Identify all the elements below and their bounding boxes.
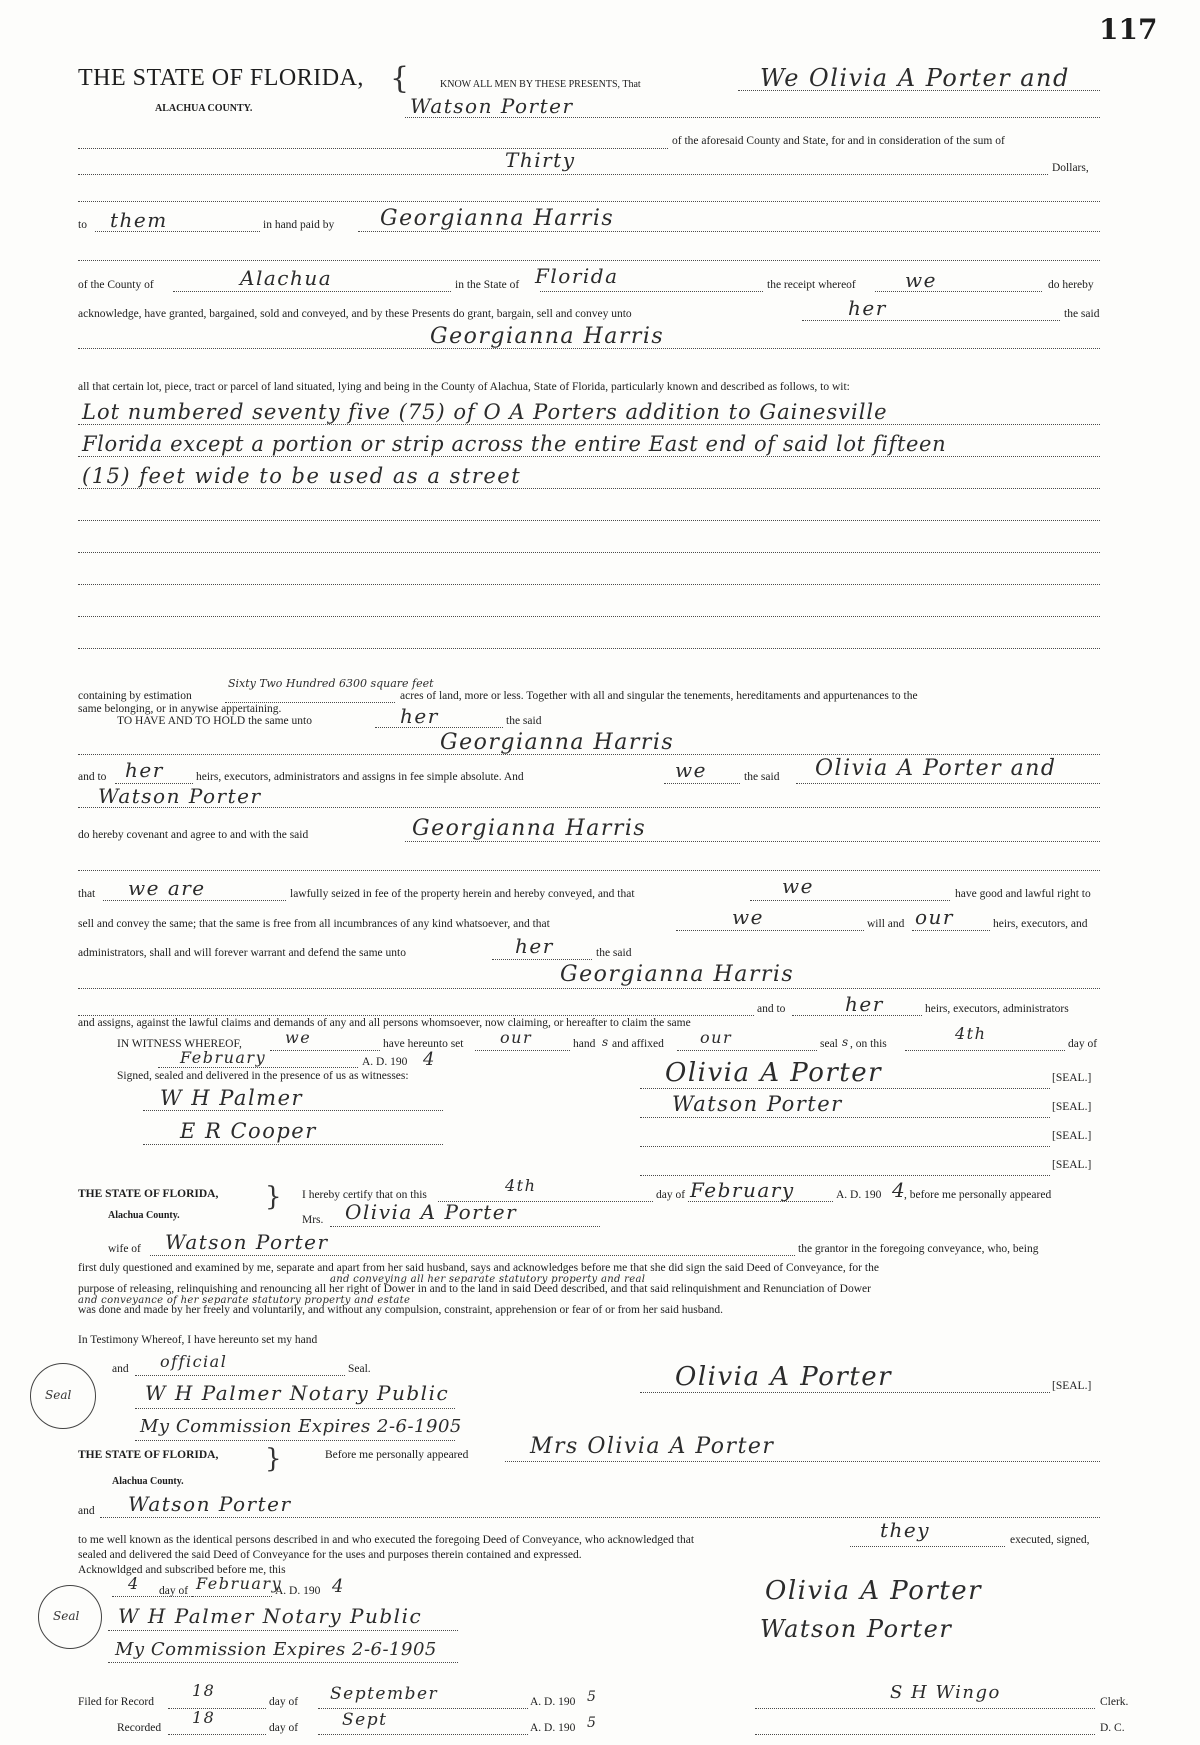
to-have-handwriting: her <box>400 704 439 728</box>
covenant-handwriting: Georgianna Harris <box>412 816 647 841</box>
fill-line <box>318 1734 528 1735</box>
ack1-month-handwriting: February <box>690 1178 795 1202</box>
and-label: and <box>112 1363 129 1375</box>
acknowledge-text: acknowledge, have granted, bargained, sold and conveyed, and by these Presents do grant, bargain, sell and convey unto <box>78 308 632 320</box>
fill-line <box>802 320 1060 321</box>
ack2-ad: A. D. 190 <box>275 1585 321 1597</box>
grantors-handwriting: We Olivia A Porter and <box>760 64 1070 92</box>
description-line-2: Florida except a portion or strip across the entire East end of said lot fifteen <box>82 432 947 456</box>
grantee-handwriting: Georgianna Harris <box>440 730 675 755</box>
seal-2: [SEAL.] <box>1052 1101 1092 1113</box>
commission-handwriting: My Commission Expires 2-6-1905 <box>140 1416 462 1437</box>
ack1-seal: [SEAL.] <box>1052 1380 1092 1392</box>
area-handwriting: Sixty Two Hundred 6300 square feet <box>228 677 434 690</box>
signature-2: Watson Porter <box>672 1092 843 1116</box>
fill-line <box>78 488 1100 489</box>
the-said-label: the said <box>596 947 632 959</box>
ad-label: A. D. 190 <box>362 1056 408 1068</box>
heirs-exec-text: heirs, executors, administrators <box>925 1003 1069 1015</box>
certify-text: I hereby certify that on this <box>302 1189 427 1201</box>
will-handwriting: our <box>915 905 954 929</box>
seal-handwriting: s <box>842 1035 850 1049</box>
grantee-handwriting: Georgianna Harris <box>380 206 615 231</box>
seal-1: [SEAL.] <box>1052 1072 1092 1084</box>
grantee-handwriting: Georgianna Harris <box>430 324 665 349</box>
clerk-label: Clerk. <box>1100 1696 1129 1708</box>
fill-line <box>78 988 1100 989</box>
filed-month-handwriting: September <box>330 1684 439 1704</box>
assigns-text: and assigns, against the lawful claims and demands of any and all persons whomsoever, now claiming, or hereafter to claim the same <box>78 1017 691 1029</box>
lawfully-text: lawfully seized in fee of the property herein and hereby conveyed, and that <box>290 888 635 900</box>
set-handwriting: our <box>500 1028 533 1047</box>
ack1-signature: Olivia A Porter <box>675 1362 893 1392</box>
ack1-day-of: day of <box>656 1189 686 1201</box>
the-said-label: the said <box>506 715 542 727</box>
that-handwriting: we are <box>128 876 206 900</box>
fill-line <box>78 148 668 149</box>
belonging-text: same belonging, or in anywise appertaining. <box>78 703 282 715</box>
witness2-signature: E R Cooper <box>180 1119 317 1143</box>
ack2-signature-2: Watson Porter <box>760 1615 953 1643</box>
fill-line <box>150 1255 795 1256</box>
subscribed-text: Acknowldged and subscribed before me, this <box>78 1564 286 1576</box>
seal-4: [SEAL.] <box>1052 1159 1092 1171</box>
hand-handwriting: s <box>602 1035 610 1049</box>
fill-line <box>755 1734 1095 1735</box>
day-of-label: day of <box>1068 1038 1098 1050</box>
fill-line <box>78 201 1100 202</box>
recorded-day-handwriting: 18 <box>192 1708 216 1727</box>
acres-text: acres of land, more or less. Together with all and singular the tenements, hereditaments and appurtenances to the <box>400 690 918 702</box>
ack1-line-3: was done and made by her freely and voluntarily, and without any compulsion, constraint, apprehension or fear of or from her said husband. <box>78 1304 723 1316</box>
fill-line <box>750 900 950 901</box>
fill-line <box>640 1392 1050 1393</box>
clerk-signature: S H Wingo <box>890 1682 1001 1703</box>
unto-handwriting: her <box>848 296 887 320</box>
fill-line <box>143 1144 443 1145</box>
ack2-day-of: day of <box>159 1585 189 1597</box>
dc-label: D. C. <box>1100 1722 1125 1734</box>
ack2-day-handwriting: 4 <box>128 1574 140 1593</box>
filed-year-handwriting: 5 <box>587 1689 598 1705</box>
recorded-month-handwriting: Sept <box>342 1710 388 1730</box>
official-handwriting: official <box>160 1352 228 1371</box>
receipt-handwriting: we <box>905 268 937 292</box>
husband-handwriting: Watson Porter <box>165 1230 329 1254</box>
and-to-handwriting: her <box>125 758 164 782</box>
dollars-label: Dollars, <box>1052 162 1089 174</box>
fill-line <box>173 291 451 292</box>
month-handwriting: February <box>180 1048 267 1067</box>
fill-line <box>875 291 1042 292</box>
mrs-handwriting: Olivia A Porter <box>345 1200 518 1224</box>
sell-text: sell and convey the same; that the same is free from all incumbrances of any kind whatsoever, and that <box>78 918 550 930</box>
and-to-handwriting: her <box>845 992 884 1016</box>
fill-line <box>192 1596 272 1597</box>
fill-line <box>135 1440 455 1441</box>
fill-line <box>78 260 1100 261</box>
affixed-handwriting: our <box>700 1028 733 1047</box>
fill-line <box>755 1708 1095 1709</box>
witness1-signature: W H Palmer <box>160 1086 304 1110</box>
fill-line <box>100 1517 1100 1518</box>
heirs-executors-text: heirs, executors, and <box>993 918 1088 930</box>
ack1-line-1: first duly questioned and examined by me, separate and apart from her said husband, says and acknowledges before me that she did sign the said Deed of Conveyance, for the <box>78 1262 879 1274</box>
wife-of-label: wife of <box>108 1243 141 1255</box>
grantors-handwriting: Watson Porter <box>410 94 574 118</box>
ack1-county: Alachua County. <box>108 1210 180 1221</box>
know-all-text: KNOW ALL MEN BY THESE PRESENTS, That <box>440 79 641 90</box>
of-county-label: of the County of <box>78 279 154 291</box>
description-line-1: Lot numbered seventy five (75) of O A Porters addition to Gainesville <box>82 400 888 424</box>
fill-line <box>168 1734 266 1735</box>
grantors-handwriting: Watson Porter <box>98 784 262 808</box>
ack2-year-handwriting: 4 <box>332 1576 345 1597</box>
fill-line <box>135 1375 345 1376</box>
will-and-label: will and <box>867 918 905 930</box>
the-said-label: the said <box>744 771 780 783</box>
signed-text: Signed, sealed and delivered in the presence of us as witnesses: <box>117 1070 409 1082</box>
county-handwriting: Alachua <box>240 266 333 290</box>
lawfully-handwriting: we <box>782 874 814 898</box>
fill-line <box>640 1175 1050 1176</box>
state-heading: THE STATE OF FLORIDA, <box>78 65 364 91</box>
seal-label-inline: seal <box>820 1038 838 1050</box>
interline-handwriting: and conveying all her separate statutory property and real <box>330 1274 646 1285</box>
day-handwriting: 4th <box>955 1024 987 1043</box>
ack1-year-handwriting: 4 <box>892 1178 907 1202</box>
mrs-label: Mrs. <box>302 1214 324 1226</box>
in-state-label: in the State of <box>455 279 520 291</box>
signature-1: Olivia A Porter <box>665 1058 883 1088</box>
fill-line <box>78 174 1048 175</box>
do-hereby-label: do hereby <box>1048 279 1094 291</box>
and-to-label: and to <box>757 1003 786 1015</box>
ack2-signature-1: Olivia A Porter <box>765 1576 983 1606</box>
fill-line <box>640 1117 1050 1118</box>
hand-label: hand <box>573 1038 596 1050</box>
on-this-label: , on this <box>850 1038 887 1050</box>
fill-line <box>78 870 1100 871</box>
grantor-text: the grantor in the foregoing conveyance, who, being <box>798 1243 1039 1255</box>
fill-line <box>78 424 1100 425</box>
fill-line <box>270 1050 380 1051</box>
fill-line <box>676 930 864 931</box>
fill-line <box>103 900 286 901</box>
sum-handwriting: Thirty <box>505 148 576 172</box>
and-handwriting: we <box>675 758 707 782</box>
brace: } <box>265 1444 282 1474</box>
ack2-state: THE STATE OF FLORIDA, <box>78 1449 219 1461</box>
seal-stamp-text: Seal <box>53 1609 80 1623</box>
notary-seal-stamp <box>30 1363 96 1429</box>
fill-line <box>664 783 740 784</box>
witness-handwriting: we <box>285 1028 312 1047</box>
fill-line <box>330 1226 600 1227</box>
ack2-month-handwriting: February <box>196 1574 283 1593</box>
sell-handwriting: we <box>732 905 764 929</box>
fill-line <box>78 584 1100 585</box>
executed-text: executed, signed, <box>1010 1534 1090 1546</box>
fill-line <box>850 1546 1005 1547</box>
filed-day-handwriting: 18 <box>192 1681 216 1700</box>
notary-signature: W H Palmer Notary Public <box>145 1381 450 1405</box>
to-have-label: TO HAVE AND TO HOLD the same unto <box>117 715 312 727</box>
fill-line <box>912 930 990 931</box>
testimony-text: In Testimony Whereof, I have hereunto set my hand <box>78 1334 318 1346</box>
and-to-label: and to <box>78 771 107 783</box>
fill-line <box>108 1630 458 1631</box>
ack2-notary-signature: W H Palmer Notary Public <box>118 1604 423 1628</box>
recorded-year-handwriting: 5 <box>587 1715 598 1731</box>
consideration-text: of the aforesaid County and State, for and in consideration of the sum of <box>672 135 1005 147</box>
ack2-commission-handwriting: My Commission Expires 2-6-1905 <box>115 1639 437 1660</box>
fill-line <box>677 1050 817 1051</box>
fill-line <box>108 1662 458 1663</box>
appeared-text: , before me personally appeared <box>904 1189 1052 1201</box>
fill-line <box>135 1408 455 1409</box>
to-label: to <box>78 219 87 231</box>
known-text: to me well known as the identical persons described in and who executed the foregoing Deed of Conveyance, who acknowledged that <box>78 1534 695 1546</box>
notary-seal-stamp <box>38 1585 102 1649</box>
covenant-text: do hereby covenant and agree to and with the said <box>78 829 309 841</box>
known-handwriting: they <box>880 1518 931 1542</box>
to-handwriting: them <box>110 208 168 232</box>
fill-line <box>158 1067 358 1068</box>
sealed-text: sealed and delivered the said Deed of Conveyance for the uses and purposes therein contained and expressed. <box>78 1549 582 1561</box>
seal-3: [SEAL.] <box>1052 1130 1092 1142</box>
admin-handwriting: her <box>515 934 554 958</box>
recorded-day-of: day of <box>269 1722 299 1734</box>
have-good-text: have good and lawful right to <box>955 888 1091 900</box>
ack1-ad: A. D. 190 <box>836 1189 882 1201</box>
filed-day-of: day of <box>269 1696 299 1708</box>
description-intro: all that certain lot, piece, tract or parcel of land situated, lying and being in the County of Alachua, State of Florida, particularly known and described as follows, to wit: <box>78 381 850 393</box>
in-witness-label: IN WITNESS WHEREOF, <box>117 1038 242 1050</box>
ack2-and-label: and <box>78 1505 95 1517</box>
fill-line <box>78 456 1100 457</box>
have-set-label: have hereunto set <box>383 1038 464 1050</box>
fill-line <box>78 648 1100 649</box>
fill-line <box>318 1708 528 1709</box>
admin-text: administrators, shall and will forever warrant and defend the same unto <box>78 947 406 959</box>
fill-line <box>540 291 763 292</box>
ack2-and-handwriting: Watson Porter <box>128 1492 292 1516</box>
recorded-label: Recorded <box>117 1722 162 1734</box>
description-line-3: (15) feet wide to be used as a street <box>82 464 522 488</box>
recorded-ad: A. D. 190 <box>530 1722 576 1734</box>
brace: { <box>390 61 410 96</box>
fill-line <box>505 1461 1100 1462</box>
fill-line <box>78 552 1100 553</box>
fill-line <box>358 231 1100 232</box>
fill-line <box>375 727 503 728</box>
filed-label: Filed for Record <box>78 1696 155 1708</box>
state-handwriting: Florida <box>535 264 619 288</box>
interline-handwriting-2: and conveyance of her separate statutory property and estate <box>78 1295 411 1306</box>
fill-line <box>78 520 1100 521</box>
ack2-county: Alachua County. <box>112 1476 184 1487</box>
grantee-handwriting: Georgianna Harris <box>560 962 795 987</box>
filed-ad: A. D. 190 <box>530 1696 576 1708</box>
paid-by-label: in hand paid by <box>263 219 335 231</box>
seal-stamp-text: Seal <box>45 1388 72 1402</box>
the-said-label: the said <box>1064 308 1100 320</box>
before-handwriting: Mrs Olivia A Porter <box>530 1434 775 1459</box>
fill-line <box>640 1146 1050 1147</box>
containing-label: containing by estimation <box>78 690 192 702</box>
receipt-label: the receipt whereof <box>767 279 856 291</box>
grantors-handwriting: Olivia A Porter and <box>815 756 1057 781</box>
fill-line <box>492 959 592 960</box>
that-label: that <box>78 888 96 900</box>
fill-line <box>143 1110 443 1111</box>
seal-word: Seal. <box>348 1363 371 1375</box>
fill-line <box>796 783 1100 784</box>
year-handwriting: 4 <box>423 1049 436 1070</box>
page-number: 117 <box>1099 13 1158 46</box>
fill-line <box>168 1708 266 1709</box>
affixed-label: and affixed <box>612 1038 664 1050</box>
fill-line <box>78 1015 754 1016</box>
ack1-state: THE STATE OF FLORIDA, <box>78 1188 219 1200</box>
fill-line <box>405 841 1100 842</box>
ack1-line-2: purpose of releasing, relinquishing and renouncing all her right of Dower in and to the land in said Deed described, and that said relinquishment and Renunciation of Dower <box>78 1283 871 1295</box>
before-text: Before me personally appeared <box>325 1449 469 1461</box>
county-heading: ALACHUA COUNTY. <box>155 103 253 114</box>
ack1-day-handwriting: 4th <box>505 1176 537 1195</box>
heirs-fee-text: heirs, executors, administrators and assigns in fee simple absolute. And <box>196 771 524 783</box>
fill-line <box>640 1088 1050 1089</box>
fill-line <box>905 1050 1065 1051</box>
fill-line <box>475 1050 570 1051</box>
brace: } <box>265 1182 282 1212</box>
fill-line <box>78 616 1100 617</box>
